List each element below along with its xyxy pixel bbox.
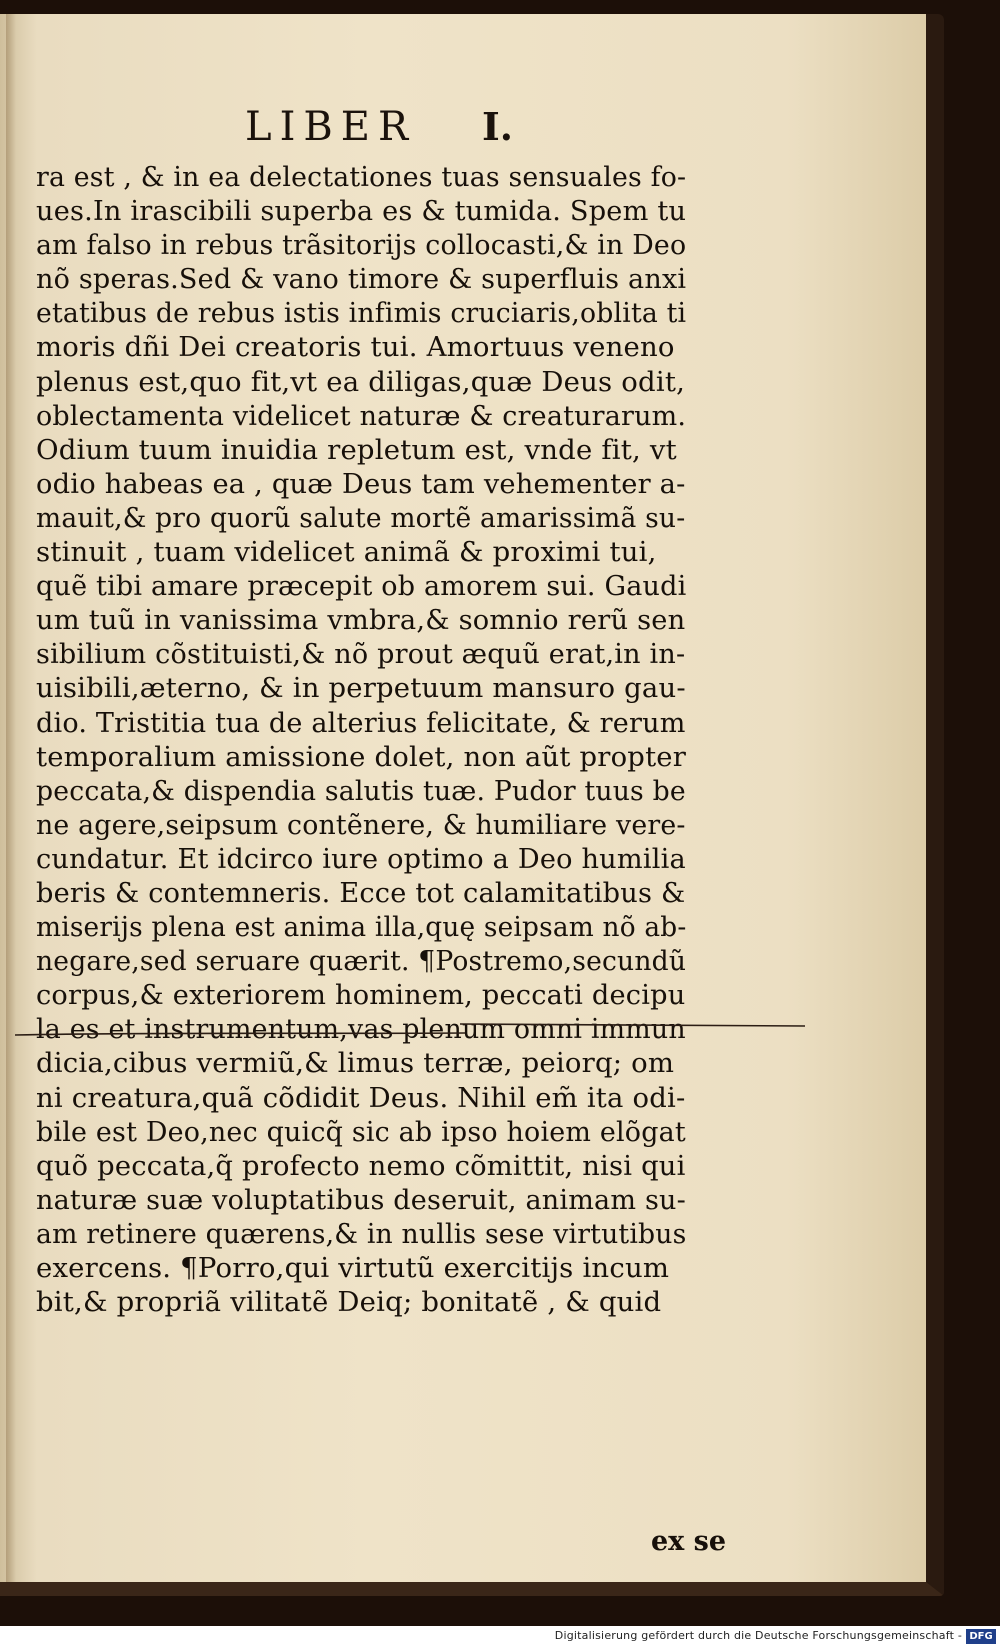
- footer-bar: [0, 1626, 1000, 1649]
- text-line: am retinere quærens,& in nullis sese virtutibus: [36, 1217, 687, 1250]
- text-line: ra est , & in ea delectationes tuas sensuales fo-: [36, 161, 687, 193]
- text-line: am falso in rebus trãsitorijs collocasti,& in Deo: [36, 229, 687, 262]
- text-line: Odium tuum inuidia repletum est, vnde fit, vt: [36, 433, 677, 466]
- text-line: temporalium amissione dolet, non aũt propter: [36, 740, 687, 773]
- text-line: ne agere,seipsum contẽnere, & humiliare vere-: [36, 808, 686, 841]
- text-line: la es et instrumentum,vas plenum omni immun: [36, 1013, 686, 1046]
- running-title: LIBER: [245, 104, 417, 150]
- text-line: plenus est,quo fit,vt ea diligas,quæ Deus odit,: [36, 365, 686, 398]
- text-line: miserijs plena est anima illa,quę seipsam nõ ab-: [36, 911, 687, 944]
- dfg-logo: DFG: [966, 1629, 996, 1644]
- footer-credit: Digitalisierung gefördert durch die Deutsche Forschungsgemeinschaft -: [554, 1629, 962, 1642]
- handwritten-underline: [15, 1020, 805, 1038]
- text-line: peccata,& dispendia salutis tuæ. Pudor tuus be: [36, 774, 686, 807]
- text-line: bile est Deo,nec quicq̃ sic ab ipso hoiem elõgat: [36, 1115, 686, 1148]
- text-line: naturæ suæ voluptatibus deseruit, animam su-: [36, 1183, 687, 1216]
- text-line: ni creatura,quã cõdidit Deus. Nihil em̃ ita odi-: [36, 1081, 686, 1114]
- text-line: moris dñi Dei creatoris tui. Amortuus veneno: [36, 331, 675, 364]
- text-line: oblectamenta videlicet naturæ & creaturarum.: [36, 399, 687, 432]
- text-line: stinuit , tuam videlicet animã & proximi tui,: [36, 536, 657, 569]
- folio-number: I.: [482, 104, 514, 149]
- text-line: dio. Tristitia tua de alterius felicitate, & rerum: [36, 706, 686, 739]
- text-line: mauit,& pro quorũ salute mortẽ amarissimã su-: [36, 501, 686, 534]
- catchword: ex se: [650, 1526, 726, 1557]
- text-line: um tuũ in vanissima vmbra,& somnio rerũ sen: [36, 604, 686, 637]
- text-line: cundatur. Et idcirco iure optimo a Deo humilia: [36, 842, 686, 875]
- text-line: sibilium cõstituisti,& nõ prout æquũ erat,in in-: [36, 638, 686, 671]
- text-line: uisibili,æterno, & in perpetuum mansuro gau-: [36, 672, 686, 705]
- text-line: odio habeas ea , quæ Deus tam vehementer a-: [36, 467, 686, 500]
- text-line: quẽ tibi amare præcepit ob amorem sui. Gaudi: [36, 570, 687, 603]
- body-text: [36, 160, 726, 1557]
- text-line: quõ peccata,q̃ profecto nemo cõmittit, nisi qui: [36, 1149, 686, 1182]
- book-page: [0, 14, 944, 1596]
- text-line: corpus,& exteriorem hominem, peccati decipu: [36, 979, 686, 1012]
- text-line: dicia,cibus vermiũ,& limus terræ, peiorq; om: [36, 1047, 675, 1080]
- text-line: ues.In irascibili superba es & tumida. Spem tu: [36, 195, 687, 228]
- text-line: nõ speras.Sed & vano timore & superfluis anxi: [36, 263, 687, 296]
- text-line: beris & contemneris. Ecce tot calamitatibus &: [36, 876, 686, 909]
- text-line: negare,sed seruare quærit. ¶Postremo,secundũ: [36, 945, 687, 978]
- text-line: exercens. ¶Porro,qui virtutũ exercitijs incum: [36, 1252, 670, 1284]
- text-line: bit,& propriã vilitatẽ Deiq; bonitatẽ , & quid: [36, 1286, 662, 1319]
- running-head: [0, 94, 944, 150]
- text-line: etatibus de rebus istis infimis cruciaris,oblita ti: [36, 297, 687, 330]
